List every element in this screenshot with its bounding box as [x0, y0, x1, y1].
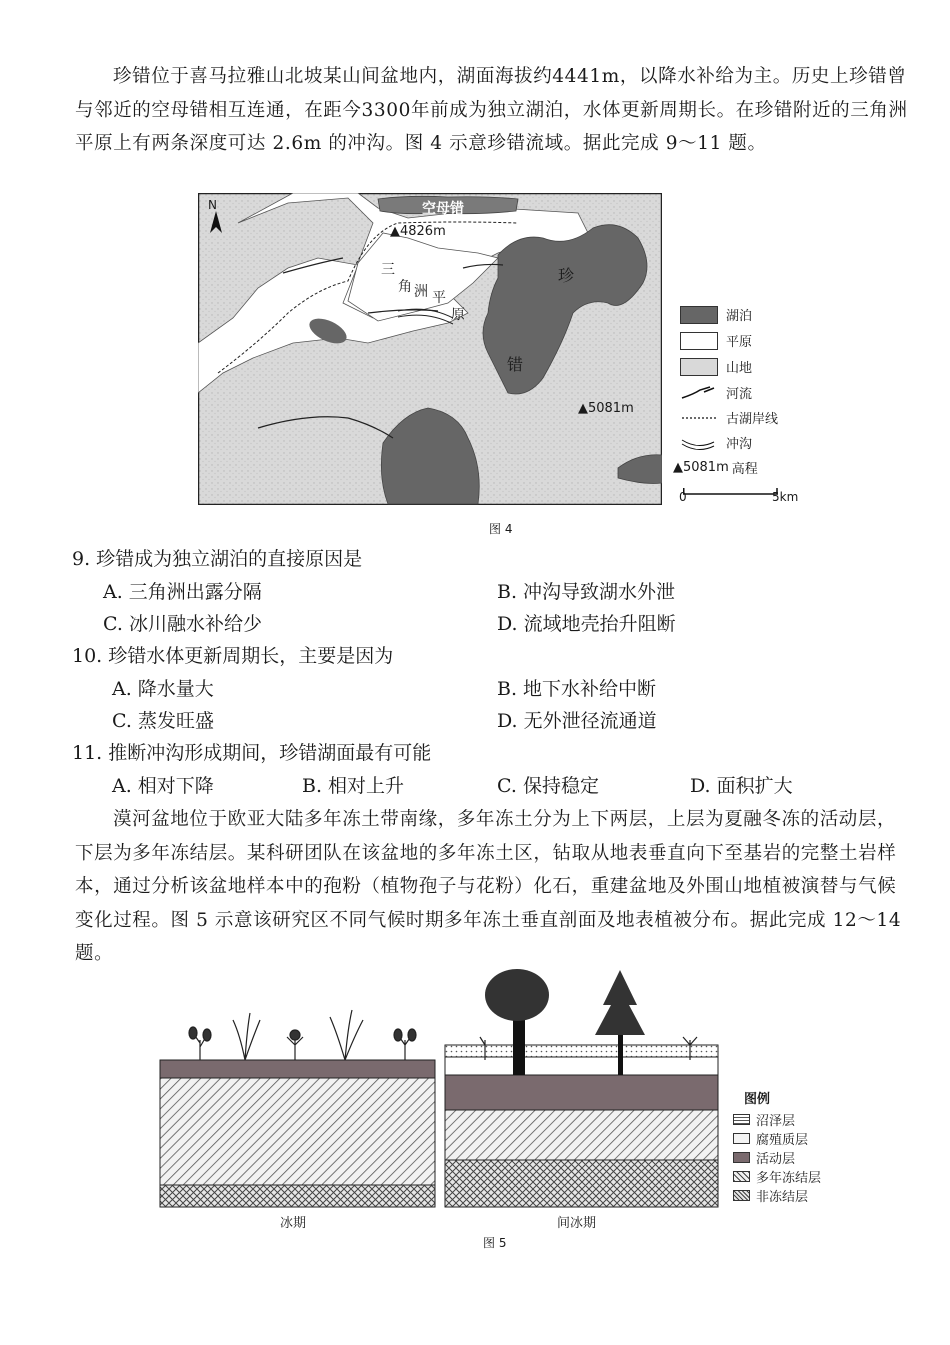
figure-4-map: [198, 193, 662, 505]
scale-bar: [683, 486, 783, 496]
q9-option-c: C. 冰川融水补给少: [103, 613, 262, 635]
delta-label-2: 角: [398, 279, 412, 295]
legend-plain: 平原: [680, 331, 752, 350]
q11-option-a: A. 相对下降: [112, 775, 214, 797]
lake-main-label-1: 珍: [558, 266, 575, 285]
legend-unfrozen: 非冻结层: [733, 1186, 808, 1205]
delta-label-5: 原: [451, 307, 465, 323]
q9-option-d: D. 流域地壳抬升阻断: [497, 613, 676, 635]
north-label: N: [208, 198, 217, 212]
label-interglacial: 间冰期: [557, 1216, 597, 1231]
figure-4-caption: 图 4: [489, 522, 513, 536]
legend-permafrost: 多年冻结层: [733, 1167, 821, 1186]
delta-label-3: 洲: [414, 284, 428, 300]
q9-option-b: B. 冲沟导致湖水外泄: [497, 581, 676, 603]
q9-option-a: A. 三角洲出露分隔: [103, 581, 262, 603]
lake-top-label: 空母错: [422, 201, 464, 217]
q11-option-b: B. 相对上升: [302, 775, 405, 797]
figure-5-caption: 图 5: [483, 1236, 507, 1250]
river-icon: [680, 384, 718, 402]
q10-option-a: A. 降水量大: [112, 678, 214, 700]
peak-2-label: ▲5081m: [578, 401, 634, 416]
q9-stem: 9. 珍错成为独立湖泊的直接原因是: [72, 548, 363, 570]
q11-option-d: D. 面积扩大: [690, 775, 793, 797]
passage-1: 珍错位于喜马拉雅山北坡某山间盆地内，湖面海拔约4441m，以降水补给为主。历史上珍错曾与邻近的空母错相互连通，在距今3300年前成为独立湖泊，水体更新周期长。在珍错附近的三角洲平原上有两条深度可达 2.6m 的冲沟。图 4 示意珍错流域。据此完成 9～11 题。: [75, 66, 908, 154]
gully-icon: [680, 434, 718, 452]
legend-shore: 古湖岸线: [680, 408, 778, 427]
q10-stem: 10. 珍错水体更新周期长，主要是因为: [72, 645, 394, 667]
legend-humus: 腐殖质层: [733, 1129, 808, 1148]
dashed-line-icon: [680, 409, 718, 427]
legend-lake: 湖泊: [680, 305, 752, 324]
figure-5-diagram: [155, 965, 725, 1215]
legend-elevation: ▲5081m 高程: [673, 460, 758, 477]
q11-option-c: C. 保持稳定: [497, 775, 599, 797]
legend-river: 河流: [680, 383, 752, 402]
q10-option-b: B. 地下水补给中断: [497, 678, 657, 700]
q10-option-d: D. 无外泄径流通道: [497, 710, 657, 732]
delta-label-1: 三: [381, 262, 395, 278]
legend-marsh: 沼泽层: [733, 1110, 795, 1129]
delta-label-4: 平: [432, 290, 446, 306]
passage-2: 漠河盆地位于欧亚大陆多年冻土带南缘，多年冻土分为上下两层，上层为夏融冬冻的活动层，下层为多年冻结层。某科研团队在该盆地的多年冻土区，钻取从地表垂直向下至基岩的完整土岩样本，通过分析该盆地样本中的孢粉（植物孢子与花粉）化石，重建盆地及外围山地植被演替与气候变化过程。图 5 示意该研究区不同气候时期多年冻土垂直剖面及地表植被分布。据此完成 12～14 题。: [75, 809, 902, 964]
legend-active: 活动层: [733, 1148, 795, 1167]
q10-option-c: C. 蒸发旺盛: [112, 710, 214, 732]
lake-main-label-2: 错: [507, 355, 524, 374]
q11-stem: 11. 推断冲沟形成期间，珍错湖面最有可能: [72, 742, 432, 764]
legend-title: 图例: [744, 1092, 771, 1107]
legend-gully: 冲沟: [680, 433, 752, 452]
label-glacial: 冰期: [280, 1216, 307, 1231]
legend-mountain: 山地: [680, 357, 752, 376]
scale-5km: 5km: [772, 490, 799, 504]
scale-zero: 0: [679, 490, 687, 504]
peak-1-label: ▲4826m: [390, 224, 446, 239]
